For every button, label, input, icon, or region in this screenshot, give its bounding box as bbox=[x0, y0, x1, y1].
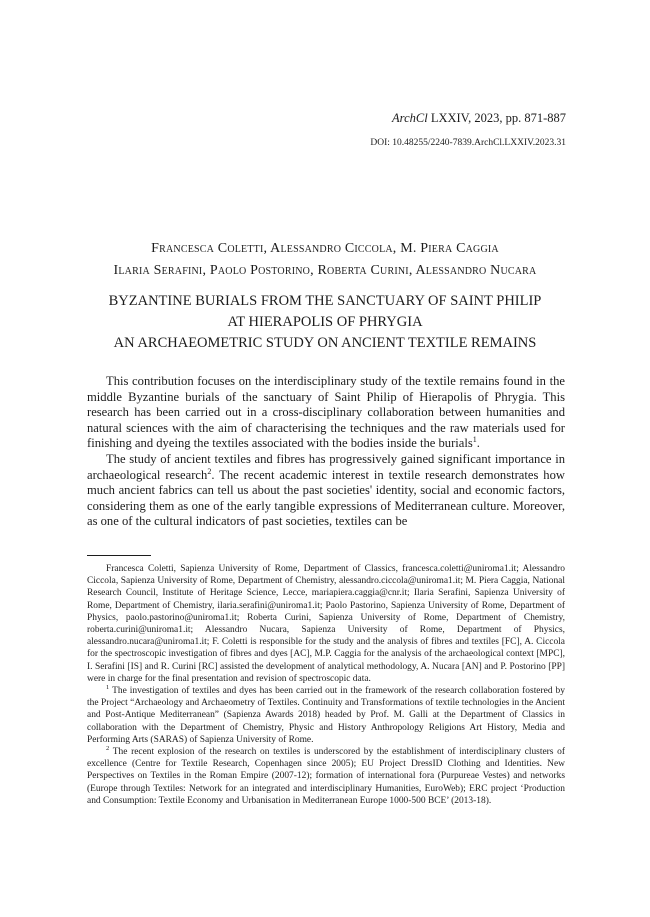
author-affiliations-note: Francesca Coletti, Sapienza University of Rome, Department of Classics, francesca.coletti@uniroma1.it; Alessandro Ciccola, Sapienza University of Rome, Department of Chemistry, alessandro.ciccola@uniroma1.it; M. Piera Caggia, National Research Council, Institute of Heritage Science, Lecce, mariapiera.caggia@cnr.it; Ilaria Serafini, Sapienza University of Rome, Department of Chemistry, ilaria.serafini@uniroma1.it; Paolo Pastorino, Sapienza University of Rome, Department of Physics, paolo.pastorino@uniroma1.it; Roberta Curini, Sapienza University of Rome, Department of Chemistry, roberta.curini@uniroma1.it; Alessandro Nucara, Sapienza University of Rome, Department of Physics, alessandro.nucara@uniroma1.it; F. Coletti is responsible for the study and the analysis of fibres and textiles [FC], A. Ciccola for the spectroscopic investigation of fibres and dyes [AC], M.P. Caggia for the analysis of the archaeological context [MPC], I. Serafini [IS] and R. Curini [RC] assisted the development of analytical methodology, A. Nucara [AN] and P. Postorino [PP] were in charge for the final presentation and revision of spectroscopic data. bbox=[87, 564, 565, 684]
title-line-2: AT HIERAPOLIS OF PHRYGIA bbox=[227, 314, 423, 330]
footnote-2-text: The recent explosion of the research on textiles is underscored by the establishment of interdisciplinary clusters of excellence (Centre for Textile Research, Copenhagen since 2005); EU Project DressID Clothing and Identities. New Perspectives on Textiles in the Roman Empire (2007-12); formation of international fora (Purpureae Vestes) and networks (Europe through Textiles: Network for an integrated and interdisciplinary Humanities, EuroWeb); ERC project ‘Production and Consumption: Textile Economy and Urbanisation in Mediterranean Europe 1000-500 BCE’ (2013-18). bbox=[87, 747, 565, 806]
footnote-1-text: The investigation of textiles and dyes has been carried out in the framework of the research collaboration fostered by the Project “Archaeology and Archaeometry of Textiles. Continuity and Transformations of textile technologies in the Ancient and Post-Antique Mediterranean” (Sapienza Awards 2018) headed by Prof. M. Galli at the Department of Classics in collaboration with the Department of Chemistry, Physic and History Anthropology Religions Art History, Media and Performing Arts (SARAS) of Sapienza University of Rome. bbox=[87, 686, 565, 745]
body-text bbox=[87, 374, 565, 530]
author-list bbox=[0, 238, 650, 282]
footnote-2-number: 2 bbox=[106, 744, 110, 752]
volume-pages: LXXIV, 2023, pp. 871-887 bbox=[427, 111, 566, 125]
journal-citation bbox=[392, 111, 566, 126]
footnote-1-number: 1 bbox=[106, 683, 110, 691]
paragraph-1 bbox=[87, 374, 565, 452]
paragraph-2-rest: . The recent academic interest in textile research demonstrates how much ancient fabrics can tell us about the past societies' identity, social and economic factors, considering them as one of the early tangible expressions of Mediterranean culture. Moreover, as one of the cultural indicators of past societies, textiles can be bbox=[87, 467, 565, 529]
article-subtitle: AN ARCHAEOMETRIC STUDY ON ANCIENT TEXTILE REMAINS bbox=[113, 335, 537, 351]
footnote-1 bbox=[87, 685, 565, 746]
footnotes bbox=[87, 563, 565, 807]
paragraph-1-text: This contribution focuses on the interdisciplinary study of the textile remains found in the middle Byzantine burials of the sanctuary of Saint Philip of Hierapolis of Phrygia. This research has been carried out in a cross-disciplinary collaboration between humanities and natural sciences with the aim of characterising the techniques and the raw materials used for finishing and dyeing the textiles associated with the bodies inside the burials bbox=[87, 374, 565, 451]
footnote-2 bbox=[87, 746, 565, 807]
footnote-divider bbox=[87, 555, 151, 556]
authors-line-1: Francesca Coletti, Alessandro Ciccola, M. Piera Caggia bbox=[151, 241, 499, 256]
paragraph-2 bbox=[87, 452, 565, 530]
paragraph-2-start: The study of ancient textiles and fibres has progressively gained significant importance in archaeological research bbox=[87, 451, 565, 482]
title-line-1: BYZANTINE BURIALS FROM THE SANCTUARY OF SAINT PHILIP bbox=[108, 293, 542, 309]
article-title bbox=[0, 291, 650, 354]
footnote-ref-1[interactable]: 1 bbox=[472, 435, 477, 445]
paragraph-1-end: . bbox=[476, 436, 480, 451]
authors-line-2: Ilaria Serafini, Paolo Postorino, Roberta Curini, Alessandro Nucara bbox=[113, 263, 537, 278]
footnote-ref-2[interactable]: 2 bbox=[207, 466, 212, 476]
journal-name: ArchCl bbox=[392, 111, 428, 125]
doi: DOI: 10.48255/2240-7839.ArchCl.LXXIV.2023.31 bbox=[370, 138, 566, 148]
